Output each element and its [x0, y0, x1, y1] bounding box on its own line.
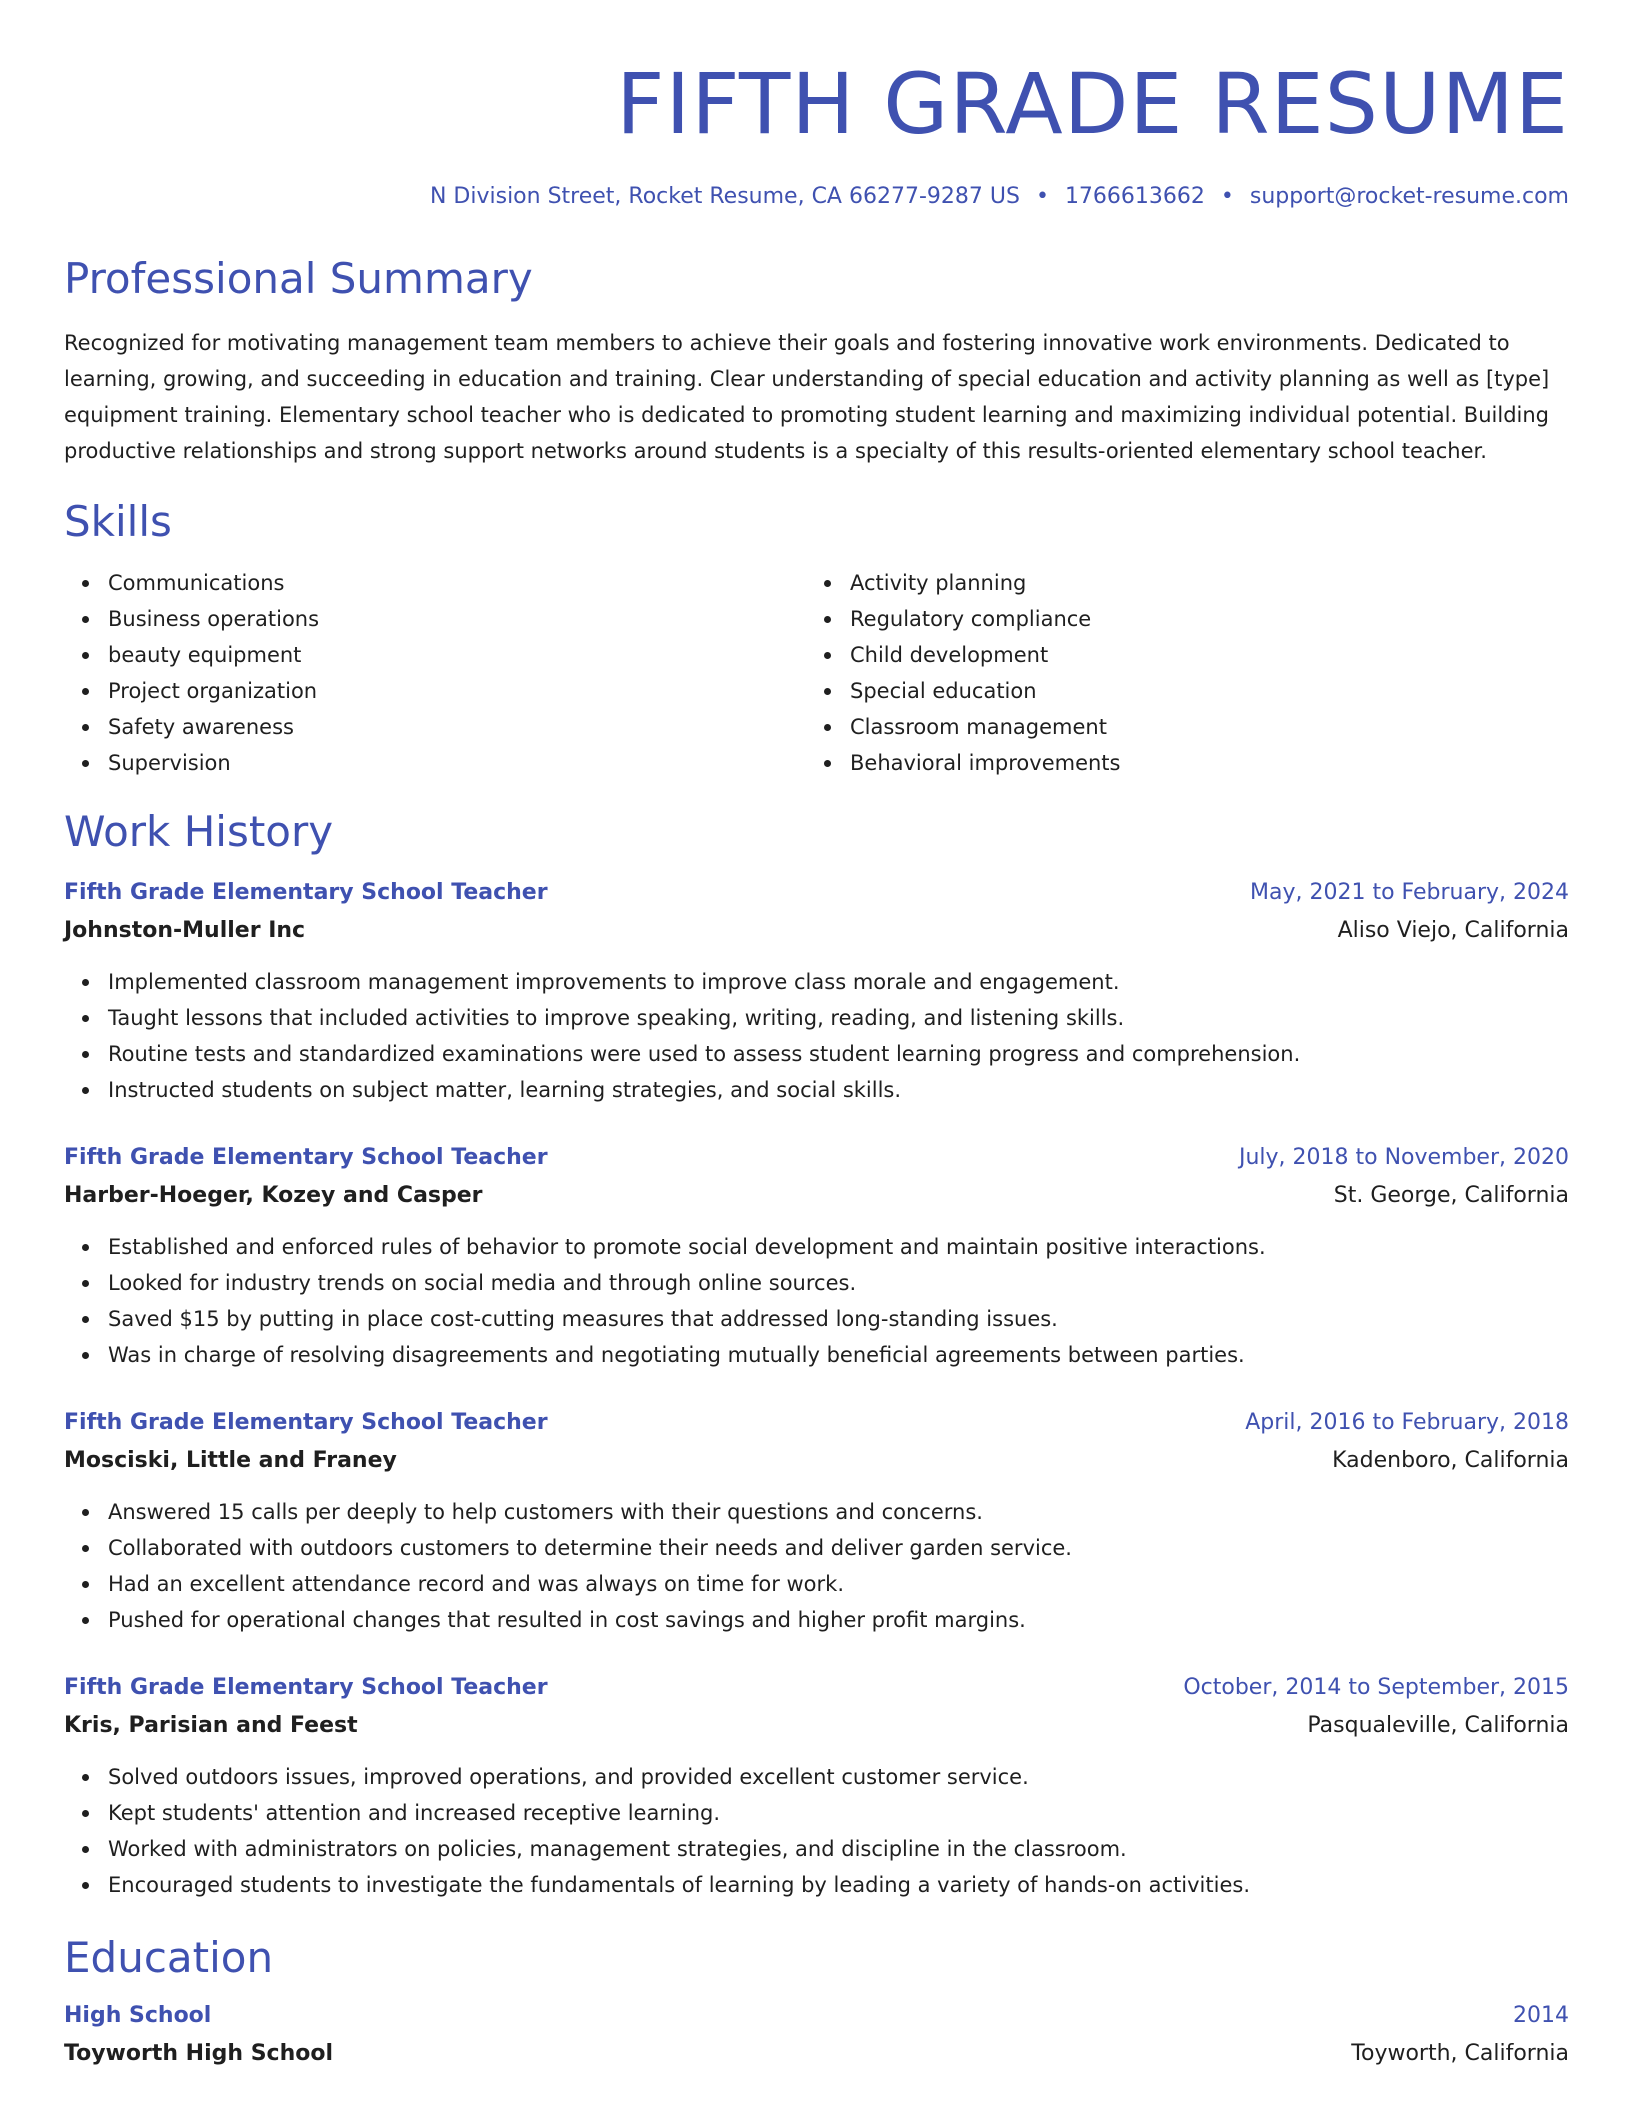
skill-item: Activity planning [806, 565, 1548, 601]
job-location: Aliso Viejo, California [1337, 917, 1569, 943]
skill-item: Special education [806, 673, 1548, 709]
job-location: St. George, California [1333, 1182, 1569, 1208]
skills-list [64, 565, 1569, 781]
job-company: Kris, Parisian and Feest [64, 1712, 358, 1738]
skill-item: Behavioral improvements [806, 745, 1548, 781]
job-dates: May, 2021 to February, 2024 [1250, 879, 1569, 905]
skill-item: Child development [806, 637, 1548, 673]
job-bullets [64, 1759, 1569, 1903]
job-entry [64, 1404, 1569, 1638]
skill-item: Project organization [64, 673, 806, 709]
contact-email: support@rocket-resume.com [1249, 184, 1569, 209]
job-location: Kadenboro, California [1332, 1447, 1569, 1473]
summary-heading: Professional Summary [64, 254, 533, 304]
work-history-heading: Work History [64, 807, 334, 857]
job-bullet: Taught lessons that included activities to improve speaking, writing, reading, and listening skills. [64, 1000, 1569, 1036]
skill-item: Supervision [64, 745, 806, 781]
job-bullet: Saved $15 by putting in place cost-cutting measures that addressed long-standing issues. [64, 1301, 1569, 1337]
job-title: Fifth Grade Elementary School Teacher [64, 879, 548, 905]
education-school: Toyworth High School [64, 2040, 334, 2066]
job-bullet: Implemented classroom management improvements to improve class morale and engagement. [64, 964, 1569, 1000]
job-bullets [64, 1494, 1569, 1638]
job-bullet: Was in charge of resolving disagreements and negotiating mutually beneficial agreements between parties. [64, 1337, 1569, 1373]
resume-title: FIFTH GRADE RESUME [616, 55, 1569, 153]
contact-separator: • [1035, 184, 1049, 209]
job-bullet: Routine tests and standardized examinations were used to assess student learning progress and comprehension. [64, 1036, 1569, 1072]
education-year: 2014 [1513, 2002, 1569, 2028]
job-bullet: Looked for industry trends on social media and through online sources. [64, 1265, 1569, 1301]
job-title: Fifth Grade Elementary School Teacher [64, 1674, 548, 1700]
job-bullet: Answered 15 calls per deeply to help customers with their questions and concerns. [64, 1494, 1569, 1530]
skill-item: Communications [64, 565, 806, 601]
job-dates: April, 2016 to February, 2018 [1245, 1409, 1569, 1435]
job-entry [64, 1669, 1569, 1903]
job-bullet: Solved outdoors issues, improved operations, and provided excellent customer service. [64, 1759, 1569, 1795]
job-company: Harber-Hoeger, Kozey and Casper [64, 1182, 483, 1208]
job-company: Johnston-Muller Inc [64, 917, 306, 943]
job-entry [64, 1139, 1569, 1373]
job-bullet: Had an excellent attendance record and was always on time for work. [64, 1566, 1569, 1602]
education-heading: Education [64, 1932, 274, 1982]
job-company: Mosciski, Little and Franey [64, 1447, 397, 1473]
job-title: Fifth Grade Elementary School Teacher [64, 1144, 548, 1170]
contact-phone: 1766613662 [1064, 184, 1205, 209]
job-bullet: Worked with administrators on policies, management strategies, and discipline in the classroom. [64, 1831, 1569, 1867]
job-title: Fifth Grade Elementary School Teacher [64, 1409, 548, 1435]
job-bullets [64, 1229, 1569, 1373]
job-bullet: Encouraged students to investigate the fundamentals of learning by leading a variety of hands-on activities. [64, 1867, 1569, 1903]
education-location: Toyworth, California [1351, 2040, 1569, 2066]
job-dates: October, 2014 to September, 2015 [1183, 1674, 1569, 1700]
education-entry [64, 1997, 1569, 2073]
job-dates: July, 2018 to November, 2020 [1238, 1144, 1569, 1170]
job-bullet: Instructed students on subject matter, learning strategies, and social skills. [64, 1072, 1569, 1108]
skill-item: Regulatory compliance [806, 601, 1548, 637]
job-bullet: Collaborated with outdoors customers to determine their needs and deliver garden service. [64, 1530, 1569, 1566]
skills-column-left [64, 565, 806, 781]
skills-heading: Skills [64, 496, 172, 546]
work-history-list [64, 874, 1569, 1903]
education-degree: High School [64, 2002, 212, 2028]
contact-line [64, 184, 1569, 210]
job-bullet: Pushed for operational changes that resulted in cost savings and higher profit margins. [64, 1602, 1569, 1638]
skill-item: beauty equipment [64, 637, 806, 673]
skill-item: Business operations [64, 601, 806, 637]
job-bullets [64, 964, 1569, 1108]
skills-column-right [806, 565, 1548, 781]
summary-text: Recognized for motivating management team members to achieve their goals and fostering innovative work environments. Dedicated to learning, growing, and succeeding in education and training. Clear understanding of special education and activity planning as well as [type] equipment training. Elementary school teacher who is dedicated to promoting student learning and maximizing individual potential. Building productive relationships and strong support networks around students is a specialty of this results-oriented elementary school teacher. [64, 330, 1550, 463]
contact-address: N Division Street, Rocket Resume, CA 66277-9287 US [429, 184, 1020, 209]
job-bullet: Kept students' attention and increased receptive learning. [64, 1795, 1569, 1831]
contact-separator: • [1220, 184, 1234, 209]
skill-item: Safety awareness [64, 709, 806, 745]
skill-item: Classroom management [806, 709, 1548, 745]
job-bullet: Established and enforced rules of behavior to promote social development and maintain positive interactions. [64, 1229, 1569, 1265]
job-entry [64, 874, 1569, 1108]
job-location: Pasqualeville, California [1307, 1712, 1569, 1738]
